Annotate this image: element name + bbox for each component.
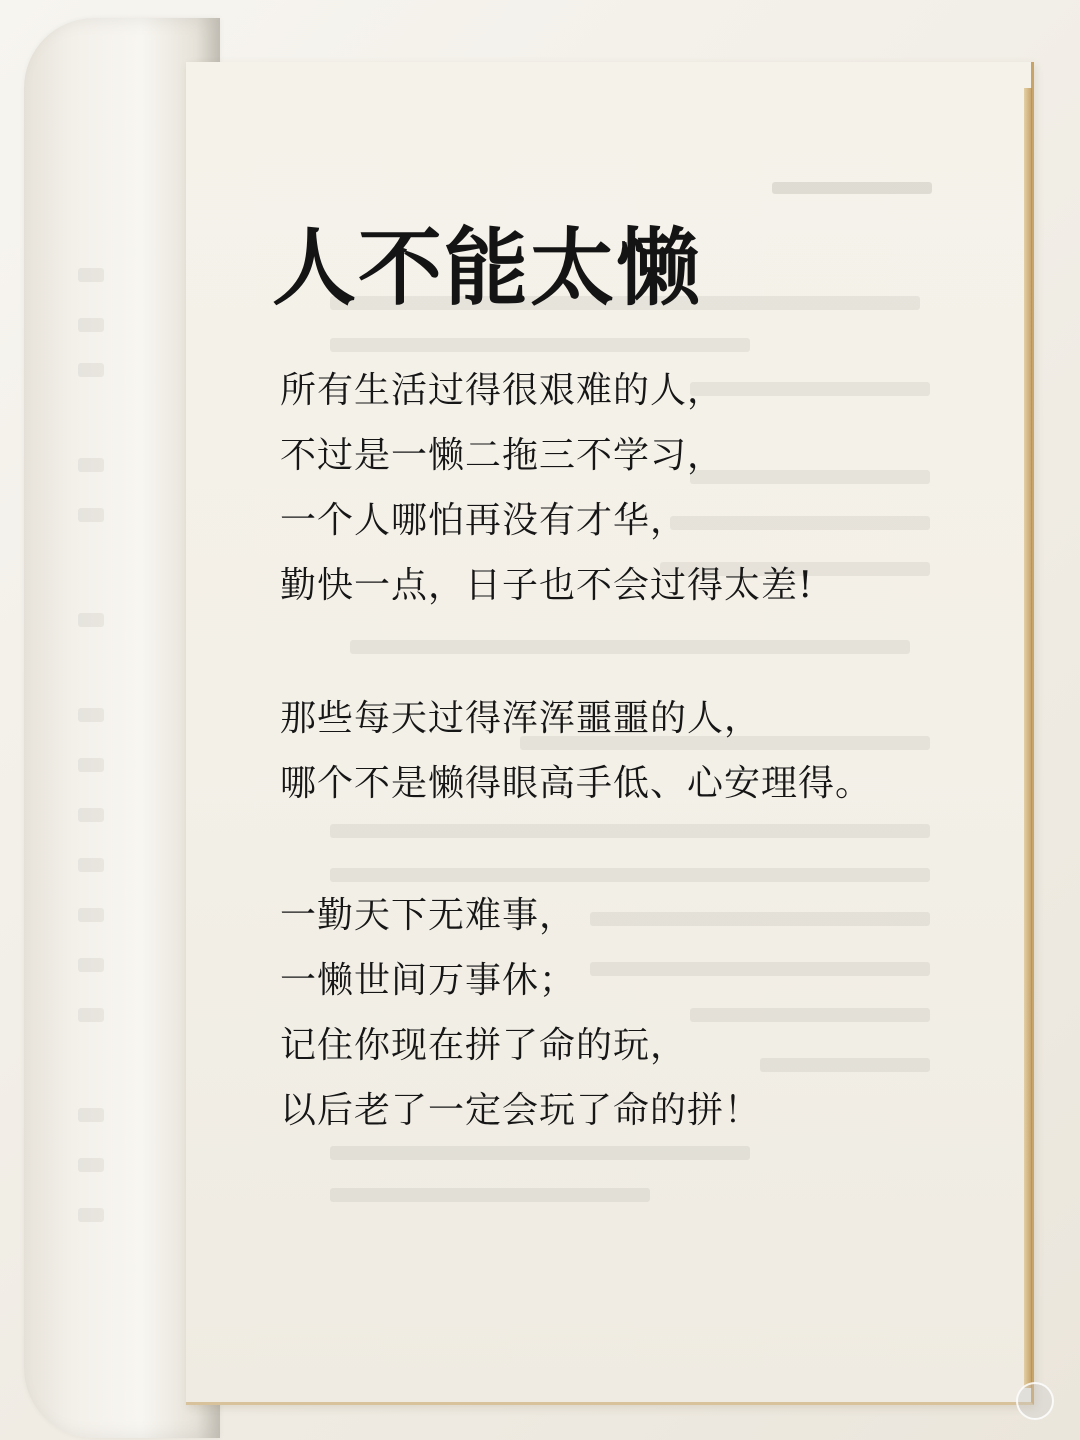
bleed-text-mark — [78, 908, 104, 922]
page-title: 人不能太懒 — [272, 218, 703, 317]
text-line: 一勤天下无难事， — [280, 895, 577, 936]
running-head-mark — [772, 182, 932, 194]
text-line: 哪个不是懒得眼高手低、心安理得。 — [280, 763, 873, 804]
bleed-text-mark — [78, 613, 104, 627]
bleed-text-mark — [78, 708, 104, 722]
bleed-text-line — [330, 338, 750, 352]
text-line: 所有生活过得很艰难的人， — [280, 370, 725, 411]
bleed-text-line — [760, 1058, 930, 1072]
bleed-text-mark — [78, 808, 104, 822]
bleed-text-mark — [78, 958, 104, 972]
bleed-text-mark — [78, 363, 104, 377]
bleed-text-mark — [78, 318, 104, 332]
stanza-2 — [280, 686, 872, 816]
bleed-text-mark — [78, 758, 104, 772]
bleed-text-mark — [78, 1008, 104, 1022]
bleed-text-mark — [78, 268, 104, 282]
text-line: 勤快一点，日子也不会过得太差! — [280, 565, 814, 606]
text-line: 那些每天过得浑浑噩噩的人， — [280, 698, 762, 739]
stanza-1 — [280, 358, 813, 618]
bleed-text-mark — [78, 1108, 104, 1122]
bleed-text-line — [330, 1188, 650, 1202]
bleed-text-line — [350, 640, 910, 654]
bleed-text-line — [330, 824, 930, 838]
text-line: 一懒世间万事休； — [280, 960, 577, 1001]
bleed-text-mark — [78, 858, 104, 872]
bleed-text-mark — [78, 458, 104, 472]
bleed-text-mark — [78, 1158, 104, 1172]
text-line: 一个人哪怕再没有才华， — [280, 500, 688, 541]
watermark-logo-icon — [1016, 1382, 1054, 1420]
page-edge — [1024, 88, 1032, 1388]
text-line: 以后老了一定会玩了命的拼！ — [280, 1090, 762, 1131]
bleed-text-line — [330, 1146, 750, 1160]
text-line: 记住你现在拼了命的玩， — [280, 1025, 688, 1066]
bleed-text-mark — [78, 508, 104, 522]
text-line: 不过是一懒二拖三不学习， — [280, 435, 725, 476]
stanza-3 — [280, 883, 761, 1143]
bleed-text-line — [330, 868, 930, 882]
bleed-text-mark — [78, 1208, 104, 1222]
